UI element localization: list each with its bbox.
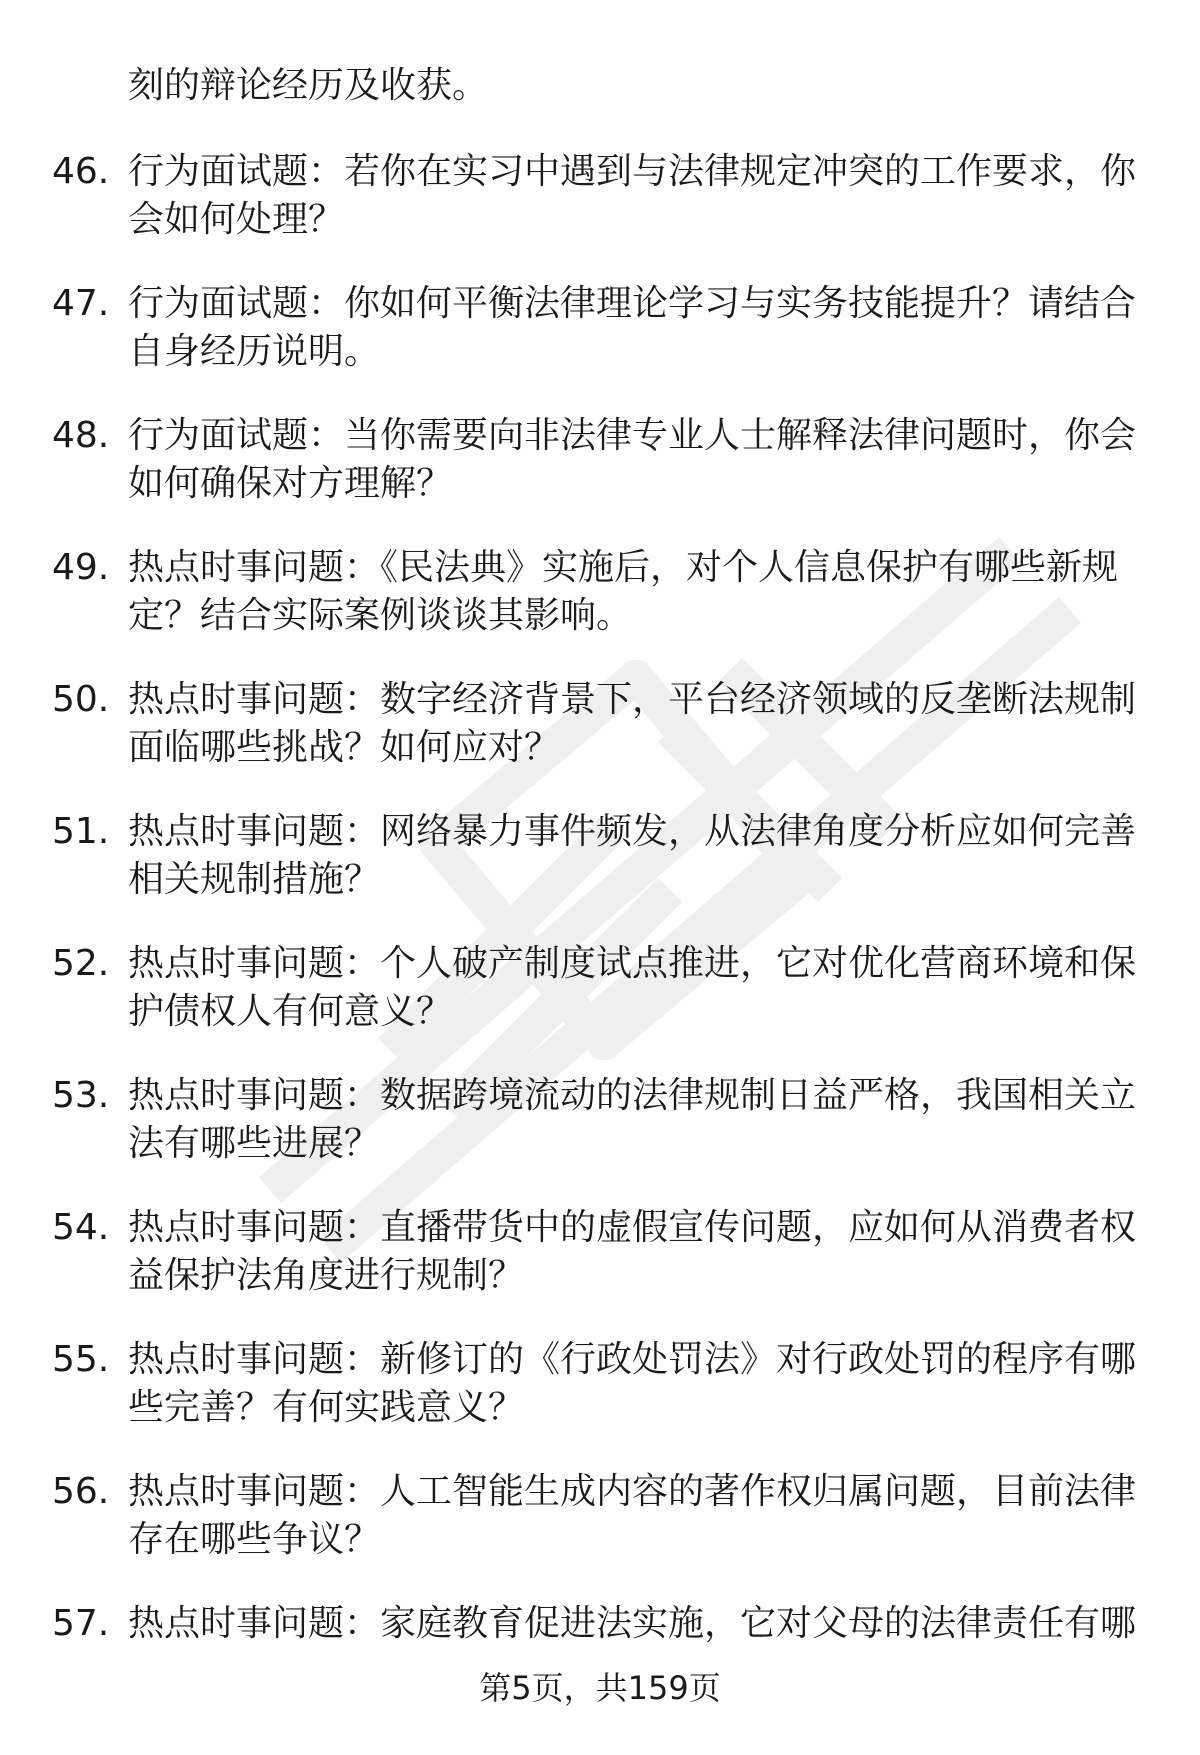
question-item	[0, 1596, 1200, 1728]
question-number: 53.	[52, 1075, 110, 1116]
question-text: 热点时事问题：家庭教育促进法实施，它对父母的法律责任有哪	[128, 1603, 1137, 1644]
question-list	[0, 144, 1200, 1728]
question-item	[0, 540, 1200, 672]
question-text: 热点时事问题：新修订的《行政处罚法》对行政处罚的程序有哪些完善？有何实践意义？	[128, 1339, 1137, 1428]
page-footer: 第5页，共159页	[479, 1669, 721, 1707]
question-item	[0, 1464, 1200, 1596]
question-text: 行为面试题：你如何平衡法律理论学习与实务技能提升？请结合自身经历说明。	[128, 283, 1137, 372]
question-text: 热点时事问题：人工智能生成内容的著作权归属问题，目前法律存在哪些争议？	[128, 1471, 1137, 1560]
question-text: 行为面试题：当你需要向非法律专业人士解释法律问题时，你会如何确保对方理解？	[128, 415, 1137, 504]
question-text: 热点时事问题：数据跨境流动的法律规制日益严格，我国相关立法有哪些进展？	[128, 1075, 1137, 1164]
question-text: 热点时事问题：《民法典》实施后，对个人信息保护有哪些新规定？结合实际案例谈谈其影响。	[128, 547, 1119, 636]
question-item	[0, 804, 1200, 936]
question-number: 56.	[52, 1471, 110, 1512]
question-item	[0, 936, 1200, 1068]
question-text: 行为面试题：若你在实习中遇到与法律规定冲突的工作要求，你会如何处理？	[128, 151, 1137, 240]
question-item	[0, 672, 1200, 804]
question-text: 热点时事问题：直播带货中的虚假宣传问题，应如何从消费者权益保护法角度进行规制？	[128, 1207, 1137, 1296]
question-text: 热点时事问题：数字经济背景下，平台经济领域的反垄断法规制面临哪些挑战？如何应对？	[128, 679, 1137, 768]
question-item	[0, 1068, 1200, 1200]
question-text: 热点时事问题：网络暴力事件频发，从法律角度分析应如何完善相关规制措施？	[128, 811, 1137, 900]
question-number: 57.	[52, 1603, 110, 1644]
question-number: 51.	[52, 811, 110, 852]
question-item	[0, 1332, 1200, 1464]
continuation-text: 刻的辩论经历及收获。	[128, 65, 489, 106]
question-number: 46.	[52, 151, 110, 192]
question-number: 49.	[52, 547, 110, 588]
question-item	[0, 1200, 1200, 1332]
question-number: 50.	[52, 679, 110, 720]
question-number: 48.	[52, 415, 110, 456]
question-number: 47.	[52, 283, 110, 324]
question-item	[0, 276, 1200, 408]
question-number: 52.	[52, 943, 110, 984]
question-item	[0, 144, 1200, 276]
question-number: 54.	[52, 1207, 110, 1248]
question-number: 55.	[52, 1339, 110, 1380]
question-text: 热点时事问题：个人破产制度试点推进，它对优化营商环境和保护债权人有何意义？	[128, 943, 1137, 1032]
question-item	[0, 408, 1200, 540]
